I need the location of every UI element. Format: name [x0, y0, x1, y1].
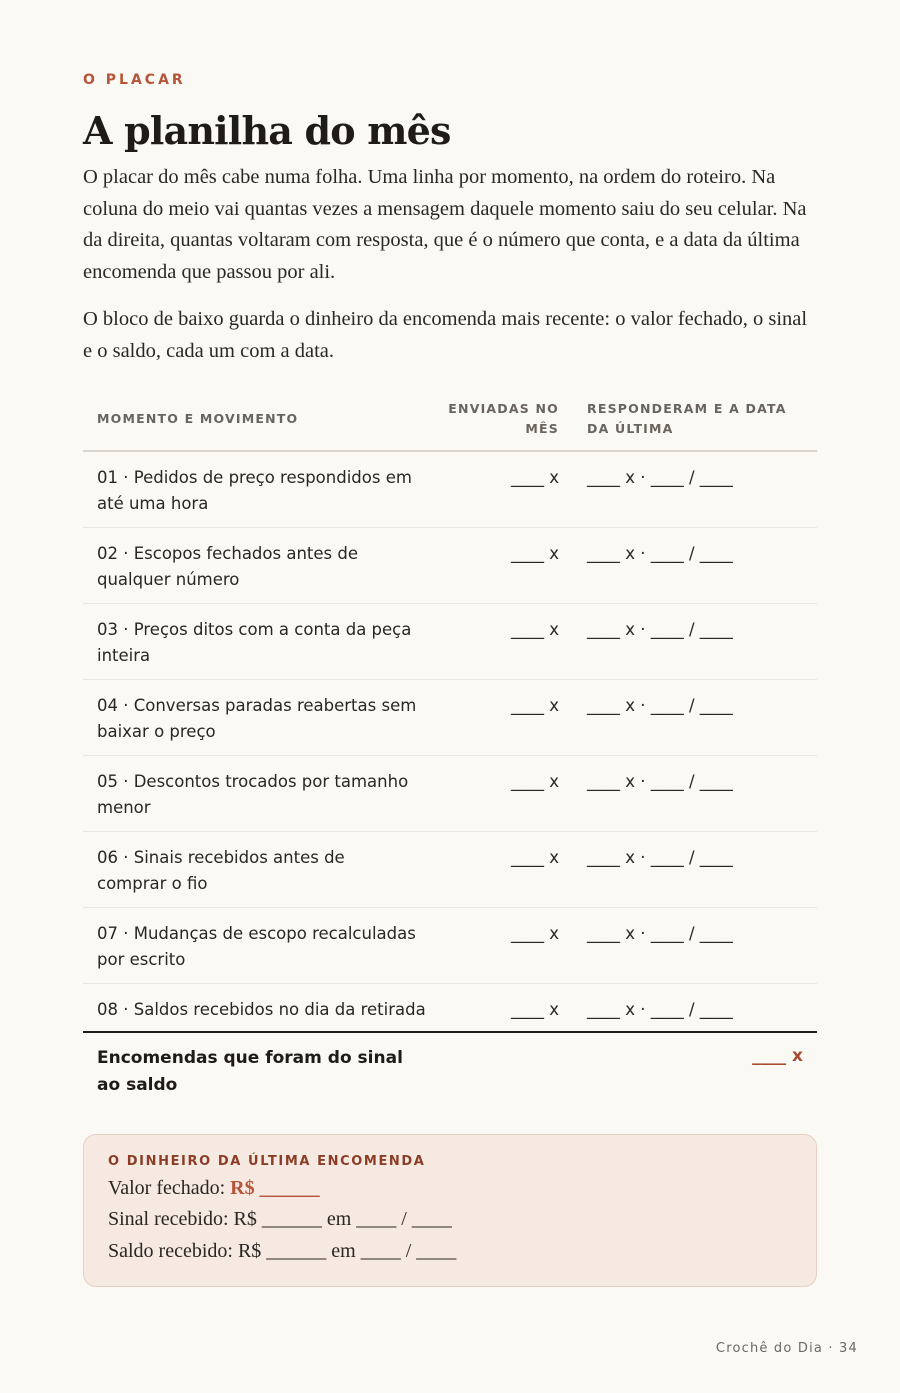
- row-responded-blank[interactable]: ____ x · ____ / ____: [587, 468, 733, 487]
- row-sent-blank[interactable]: ____ x: [510, 772, 559, 791]
- intro-paragraph-1: O placar do mês cabe numa folha. Uma linha por momento, na ordem do roteiro. Na coluna do meio vai quantas vezes a mensagem daquele momento saiu do seu celular. Na da direita, quantas voltaram com resposta, que é o número que conta, e a data da última encomenda que passou por ali.: [83, 166, 807, 283]
- balance-line[interactable]: Saldo recebido: R$ ______ em ____ / ____: [108, 1240, 457, 1262]
- monthly-scoreboard-table: [83, 388, 817, 1123]
- section-eyebrow: O PLACAR: [83, 72, 186, 88]
- row-label: 08 · Saldos recebidos no dia da retirada: [97, 1000, 426, 1019]
- row-responded-blank[interactable]: ____ x · ____ / ____: [587, 924, 733, 943]
- total-value-blank[interactable]: ____ x: [752, 1046, 803, 1066]
- page-title: A planilha do mês: [83, 108, 451, 153]
- money-box-title: O DINHEIRO DA ÚLTIMA ENCOMENDA: [108, 1154, 426, 1169]
- row-label: 04 · Conversas paradas reabertas sem baixar o preço: [97, 696, 417, 741]
- row-sent-blank[interactable]: ____ x: [510, 620, 559, 639]
- table-row: [83, 680, 817, 756]
- closed-value-blank[interactable]: R$ ______: [230, 1177, 320, 1199]
- row-label: 06 · Sinais recebidos antes de comprar o fio: [97, 848, 345, 893]
- row-sent-blank[interactable]: ____ x: [510, 924, 559, 943]
- table-row: [83, 908, 817, 984]
- closed-value-line: [108, 1177, 320, 1200]
- row-label: 05 · Descontos trocados por tamanho menor: [97, 772, 409, 817]
- row-label: 01 · Pedidos de preço respondidos em até uma hora: [97, 468, 412, 513]
- row-label: 03 · Preços ditos com a conta da peça inteira: [97, 620, 412, 665]
- row-sent-blank[interactable]: ____ x: [510, 848, 559, 867]
- page-footer: Crochê do Dia · 34: [715, 1341, 858, 1356]
- row-sent-blank[interactable]: ____ x: [510, 696, 559, 715]
- table-row: [83, 756, 817, 832]
- row-responded-blank[interactable]: ____ x · ____ / ____: [587, 772, 733, 791]
- row-responded-blank[interactable]: ____ x · ____ / ____: [587, 544, 733, 563]
- row-sent-blank[interactable]: ____ x: [510, 1000, 559, 1019]
- closed-value-label: Valor fechado:: [108, 1177, 231, 1199]
- row-label: 02 · Escopos fechados antes de qualquer número: [97, 544, 358, 589]
- row-responded-blank[interactable]: ____ x · ____ / ____: [587, 1000, 733, 1019]
- row-label: 07 · Mudanças de escopo recalculadas por escrito: [97, 924, 416, 969]
- table-total-row: [83, 1033, 817, 1123]
- column-header-responded: RESPONDERAM E A DATA DA ÚLTIMA: [587, 401, 787, 436]
- table-row: [83, 604, 817, 680]
- table-header: [83, 388, 817, 452]
- table-row: [83, 832, 817, 908]
- table-row: [83, 452, 817, 528]
- row-responded-blank[interactable]: ____ x · ____ / ____: [587, 620, 733, 639]
- row-responded-blank[interactable]: ____ x · ____ / ____: [587, 696, 733, 715]
- deposit-line[interactable]: Sinal recebido: R$ ______ em ____ / ____: [108, 1208, 452, 1230]
- table-row: [83, 984, 817, 1033]
- row-sent-blank[interactable]: ____ x: [510, 544, 559, 563]
- intro-paragraph-2: O bloco de baixo guarda o dinheiro da encomenda mais recente: o valor fechado, o sinal e o saldo, cada um com a data.: [83, 308, 808, 362]
- row-responded-blank[interactable]: ____ x · ____ / ____: [587, 848, 733, 867]
- table-row: [83, 528, 817, 604]
- column-header-moment: MOMENTO E MOVIMENTO: [97, 411, 299, 426]
- row-sent-blank[interactable]: ____ x: [510, 468, 559, 487]
- column-header-sent: ENVIADAS NO MÊS: [448, 401, 559, 436]
- last-order-money-box: [83, 1134, 817, 1287]
- total-label: Encomendas que foram do sinal ao saldo: [97, 1048, 403, 1095]
